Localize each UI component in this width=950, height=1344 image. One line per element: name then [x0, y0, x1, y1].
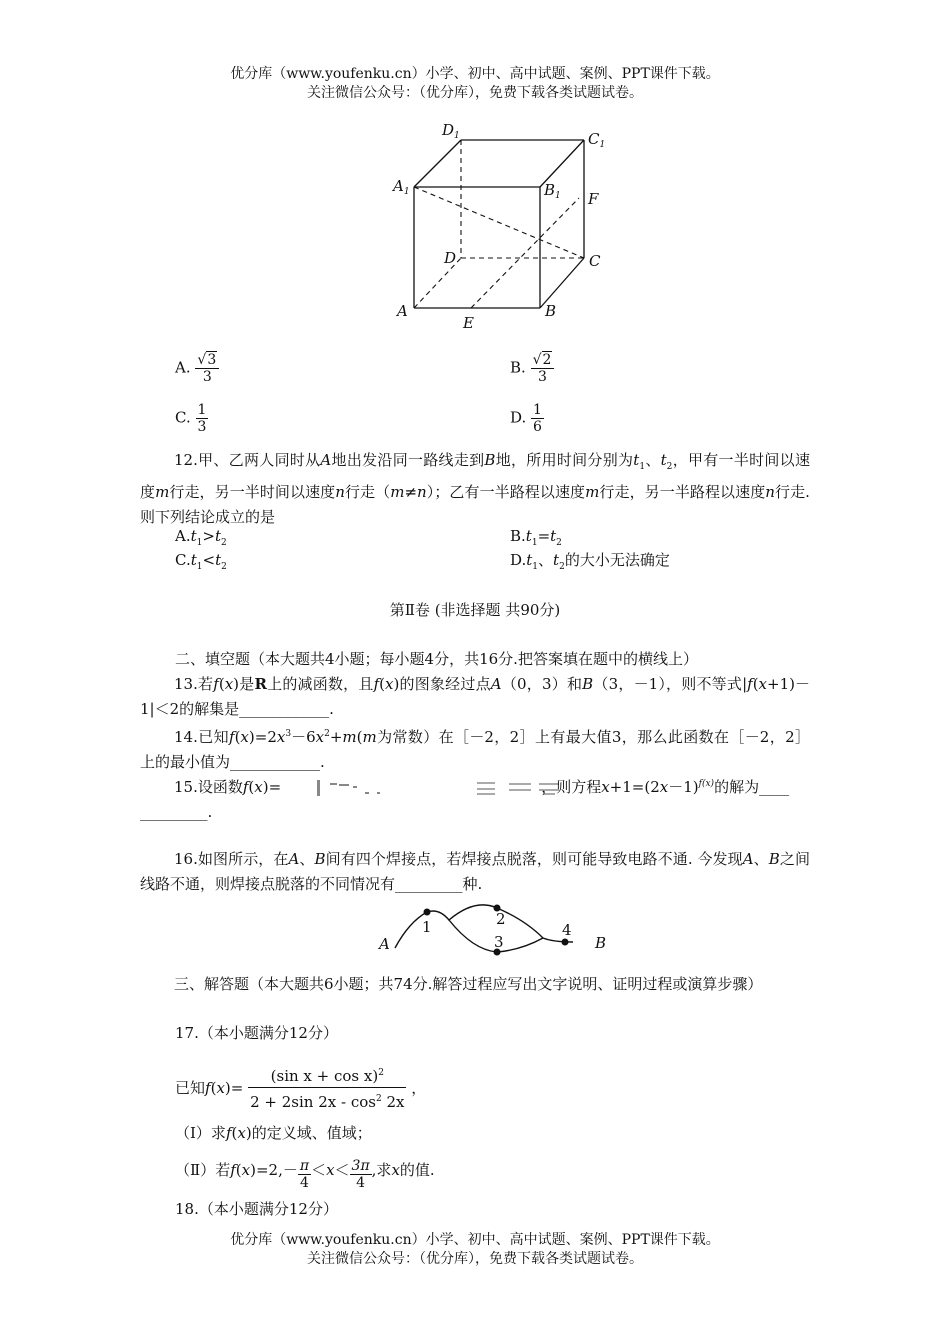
label-a1: $A_1$: [393, 177, 410, 197]
label-b: B: [545, 302, 557, 320]
edge-bc: [540, 258, 584, 308]
option-d-label: D.: [510, 408, 527, 427]
junction-4: [562, 939, 569, 946]
label-f: F: [588, 190, 599, 208]
option-b-fraction: $\frac{√2}{3}$: [531, 352, 555, 385]
q12-option-c: $C.t_1<t_2$: [175, 551, 227, 572]
label-b1: $B_1$: [544, 181, 561, 201]
question-14: 14.已知$f(x)=2x^3-6x^2+m(m$为常数）在［－2，2］上有最大值3，那么此函数在［－2，2］上的最小值为____________.: [140, 728, 810, 771]
label-d1: $D_1$: [442, 121, 460, 141]
q17-given: 已知f(x)= $\frac{(\sin x + \cos x)^2}{2 + 2\sin 2x - \cos^2 2x}$ ，: [175, 1062, 426, 1113]
q12-option-a: $A.t_1>t_2$: [175, 527, 227, 548]
q17-part-2: （Ⅱ）若f(x)=2,－ $\frac{\pi}{4}$ ＜x＜ $\frac{3\pi}{4}$ ,求x的值.: [175, 1158, 435, 1191]
q17-fraction: $\frac{(\sin x + \cos x)^2}{2 + 2\sin 2x - \cos^2 2x}$: [248, 1062, 406, 1113]
q12-option-d: $D.t_1$、$t_2$的大小无法确定: [510, 551, 670, 572]
solve-heading: 三、解答题（本大题共6小题；共74分.解答过程应写出文字说明、证明过程或演算步骤）: [174, 975, 763, 993]
option-b-label: B.: [510, 358, 526, 377]
circuit-label-b: B: [595, 934, 607, 952]
circuit-label-3: 3: [494, 933, 504, 951]
q11-option-d: [510, 402, 544, 435]
cube-figure: [385, 118, 625, 338]
edge-b1c1: [540, 140, 584, 187]
question-15: 15.设函数f(x)= ，则方程$x+1=(2x-1)^{f(x)}$的解为____ _________.: [140, 778, 790, 821]
label-d: D: [444, 249, 457, 267]
segment-ef-hidden: [471, 198, 579, 308]
page-footer-line1: 优分库（www.youfenku.cn）小学、初中、高中试题、案例、PPT课件下载。: [230, 1232, 720, 1248]
option-c-fraction: $\frac{1}{3}$: [197, 402, 207, 435]
edge-a1d1: [414, 140, 461, 187]
option-a-fraction: $\frac{√3}{3}$: [195, 352, 219, 385]
q11-option-a: [175, 352, 219, 385]
fill-in-heading: 二、填空题（本大题共4小题；每小题4分，共16分.把答案填在题中的横线上）: [175, 650, 698, 668]
q17-title: 17.（本小题满分12分）: [175, 1024, 338, 1042]
q17-part-1: （Ⅰ）求f(x)的定义域、值域；: [175, 1124, 372, 1142]
page-header-line2: 关注微信公众号：（优分库），免费下载各类试题试卷。: [307, 85, 643, 101]
circuit-figure: [375, 900, 615, 960]
circuit-label-1: 1: [422, 918, 432, 936]
option-c-label: C.: [175, 408, 191, 427]
label-c: C: [589, 252, 601, 270]
label-c1: $C_1$: [588, 130, 606, 150]
circuit-label-2: 2: [496, 910, 506, 928]
question-13: 13.若f(x)是R上的减函数，且f(x)的图象经过点A（0，3）和B（3，－1），则不等式|f(x+1)－1|＜2的解集是____________.: [140, 675, 810, 718]
q18-title: 18.（本小题满分12分）: [175, 1200, 338, 1218]
piecewise-formula-image: [281, 779, 361, 797]
junction-1: [424, 909, 431, 916]
label-a: A: [397, 302, 408, 320]
circuit-label-a: A: [379, 935, 390, 953]
q11-option-b: [510, 352, 554, 385]
q12-option-b: $B.t_1=t_2$: [510, 527, 562, 548]
page-header-line1: 优分库（www.youfenku.cn）小学、初中、高中试题、案例、PPT课件下载。: [230, 66, 720, 82]
q11-option-c: [175, 402, 208, 435]
page-footer-line2: 关注微信公众号：（优分库），免费下载各类试题试卷。: [307, 1251, 643, 1267]
option-a-label: A.: [175, 358, 191, 377]
q17-frac-pi4: $\frac{\pi}{4}$: [299, 1158, 310, 1191]
piecewise-conditions-image: [441, 779, 541, 797]
circuit-label-4: 4: [562, 921, 572, 939]
label-e: E: [463, 314, 474, 332]
q17-frac-3pi4: $\frac{3\pi}{4}$: [351, 1158, 370, 1191]
question-16: 16.如图所示，在A、B间有四个焊接点，若焊接点脱落，则可能导致电路不通. 今发现A、B之间线路不通，则焊接点脱落的不同情况有_________种.: [140, 850, 810, 893]
question-12: 12.甲、乙两人同时从A地出发沿同一路线走到B地，所用时间分别为$t_1$、$t_2$，甲有一半时间以速度m行走，另一半时间以速度n行走（m≠n）；乙有一半路程以速度m行走，另一半路程以速度n行走.则下列结论成立的是: [140, 451, 810, 526]
option-d-fraction: $\frac{1}{6}$: [533, 402, 542, 435]
wire-1-2-4: [427, 905, 543, 938]
section-2-title: 第Ⅱ卷 (非选择题 共90分): [389, 601, 561, 619]
